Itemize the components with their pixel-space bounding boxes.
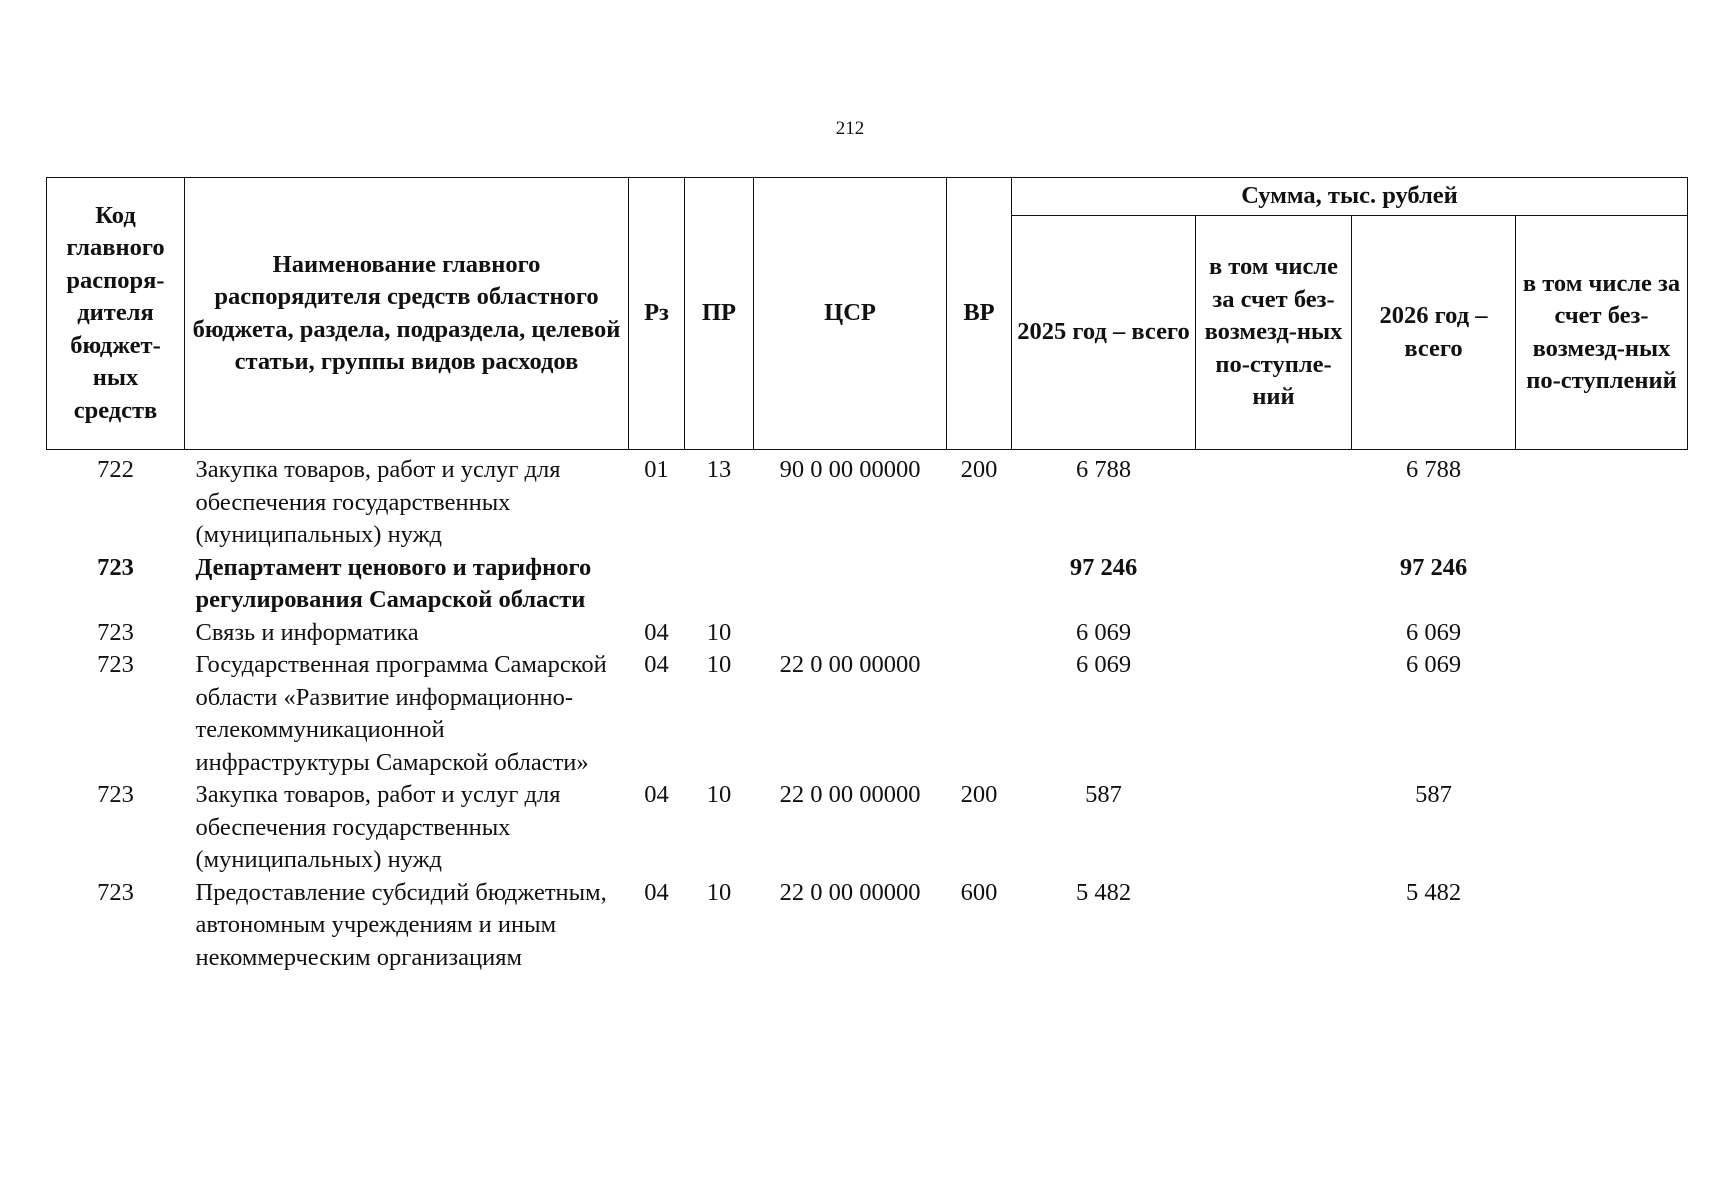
cell-2025-free [1196, 617, 1352, 650]
cell-2025-free [1196, 877, 1352, 975]
cell-2025-total: 97 246 [1069, 553, 1138, 581]
cell-rz: 04 [644, 878, 669, 906]
cell-2025-free [1196, 779, 1352, 877]
cell-2025-total: 6 069 [1075, 618, 1132, 646]
cell-name: Предоставление субсидий бюджетным, автономным учреждениям и иным некоммерческим организациям [195, 878, 607, 971]
cell-code: 723 [97, 651, 134, 678]
header-csr: ЦСР [754, 178, 947, 450]
header-sum: Сумма, тыс. рублей [1012, 178, 1688, 216]
cell-2026-total: 6 069 [1405, 618, 1462, 646]
header-vr: ВР [947, 178, 1012, 450]
header-2026-free: в том числе за счет без-возмезд-ных по-ступлений [1516, 216, 1688, 450]
cell-2026-total: 6 069 [1405, 651, 1462, 678]
cell-vr: 200 [960, 456, 998, 483]
header-name: Наименование главного распорядителя средств областного бюджета, раздела, подраздела, целевой статьи, группы видов расходов [185, 178, 629, 450]
cell-vr: 600 [960, 878, 998, 906]
cell-name: Закупка товаров, работ и услуг для обеспечения государственных (муниципальных) нужд [195, 781, 561, 873]
cell-csr: 22 0 00 00000 [779, 878, 921, 906]
cell-code: 722 [97, 456, 134, 483]
cell-rz: 04 [644, 781, 669, 808]
cell-vr [947, 617, 1012, 650]
cell-2026-free [1516, 450, 1688, 552]
page-number: 212 [835, 118, 865, 139]
cell-2026-free [1516, 649, 1688, 779]
cell-2026-total: 587 [1415, 781, 1452, 808]
cell-code: 723 [97, 553, 134, 581]
table-row [47, 649, 1688, 779]
cell-code: 723 [97, 781, 134, 808]
cell-rz: 04 [644, 651, 669, 678]
cell-2026-free [1516, 552, 1688, 617]
cell-name: Связь и информатика [195, 618, 419, 646]
cell-2025-free [1196, 450, 1352, 552]
cell-code: 723 [97, 618, 134, 646]
cell-vr: 200 [960, 781, 998, 808]
cell-2026-total: 5 482 [1405, 878, 1462, 906]
header-rz: Рз [629, 178, 685, 450]
table-header [47, 178, 1688, 450]
table-row [47, 450, 1688, 552]
cell-vr [947, 552, 1012, 617]
cell-csr: 90 0 00 00000 [779, 456, 921, 483]
cell-name: Закупка товаров, работ и услуг для обеспечения государственных (муниципальных) нужд [195, 456, 561, 548]
table-row [47, 779, 1688, 877]
cell-pr [685, 552, 754, 617]
cell-2026-free [1516, 617, 1688, 650]
header-2025-free: в том числе за счет без-возмезд-ных по-ступле-ний [1196, 216, 1352, 450]
cell-2026-free [1516, 877, 1688, 975]
cell-pr: 10 [706, 651, 732, 678]
budget-table [46, 177, 1688, 974]
cell-pr: 10 [706, 781, 732, 808]
cell-rz: 04 [644, 618, 669, 646]
cell-rz [629, 552, 685, 617]
cell-pr: 10 [706, 878, 732, 906]
header-2026-total: 2026 год – всего [1352, 216, 1516, 450]
table-row [47, 552, 1688, 617]
cell-2026-total: 6 788 [1405, 456, 1462, 483]
cell-csr [754, 552, 947, 617]
cell-csr: 22 0 00 00000 [779, 651, 921, 678]
cell-name: Государственная программа Самарской области «Развитие информационно-телекоммуникационной инфраструктуры Самарской области» [195, 651, 607, 776]
cell-2025-free [1196, 649, 1352, 779]
header-pr: ПР [685, 178, 754, 450]
header-code: Код главного распоря-дителя бюджет-ных средств [47, 178, 185, 450]
cell-vr [947, 649, 1012, 779]
cell-pr: 13 [706, 456, 732, 483]
table-body [47, 450, 1688, 975]
cell-2025-total: 5 482 [1075, 878, 1132, 906]
cell-2025-free [1196, 552, 1352, 617]
cell-pr: 10 [706, 618, 732, 646]
cell-rz: 01 [644, 456, 669, 483]
cell-code: 723 [97, 878, 134, 906]
cell-2025-total: 6 069 [1075, 651, 1132, 678]
cell-name: Департамент ценового и тарифного регулирования Самарской области [195, 553, 592, 613]
cell-csr [754, 617, 947, 650]
cell-2026-total: 97 246 [1399, 553, 1468, 581]
cell-2025-total: 6 788 [1075, 456, 1132, 483]
table-row [47, 877, 1688, 975]
table-row [47, 617, 1688, 650]
cell-csr: 22 0 00 00000 [779, 781, 921, 808]
header-2025-total: 2025 год – всего [1012, 216, 1196, 450]
cell-2026-free [1516, 779, 1688, 877]
cell-2025-total: 587 [1085, 781, 1122, 808]
